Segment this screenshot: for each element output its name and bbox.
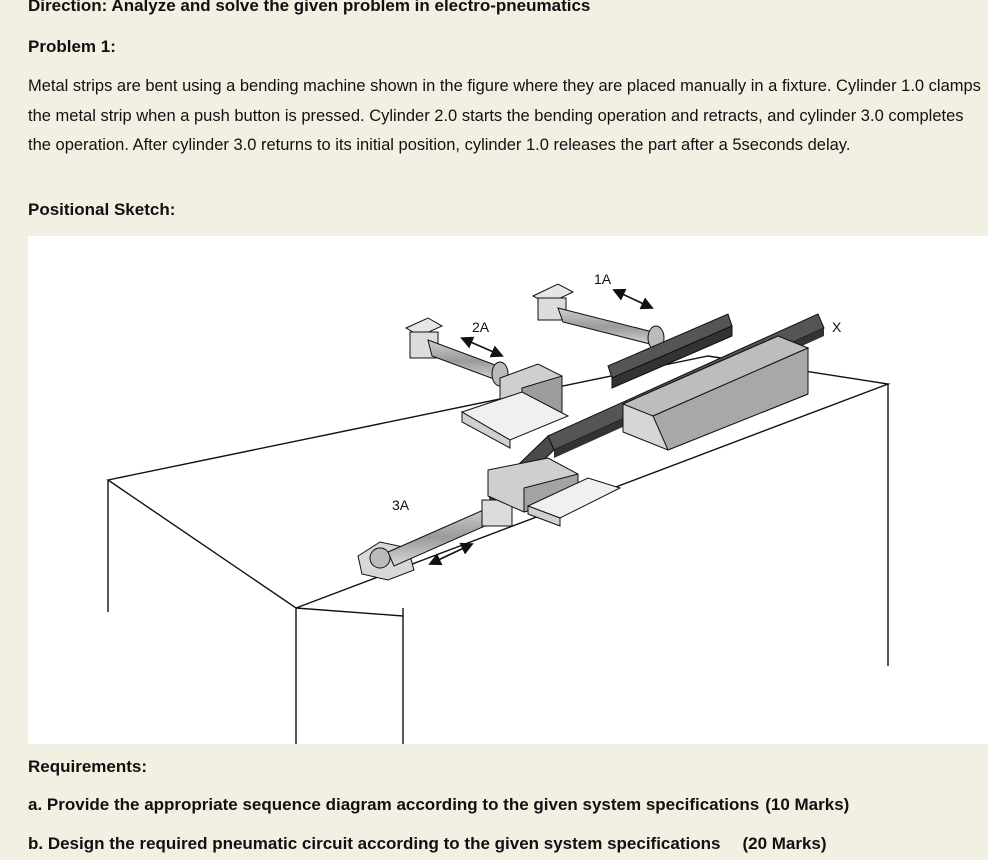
- label-x: X: [832, 319, 842, 335]
- bending-machine-drawing: [28, 236, 988, 744]
- positional-sketch-figure: [28, 236, 988, 744]
- label-1a: 1A: [594, 271, 612, 287]
- requirement-b-marks: (20 Marks): [742, 834, 827, 853]
- label-2a: 2A: [472, 319, 490, 335]
- requirement-b-text: b. Design the required pneumatic circuit according to the given system specifications: [28, 834, 721, 853]
- problem-title: Problem 1:: [28, 37, 116, 56]
- requirement-a-marks: (10 Marks): [765, 795, 850, 814]
- requirements-title: Requirements:: [28, 757, 148, 776]
- problem-statement: Metal strips are bent using a bending machine shown in the figure where they are placed manually in a fixture. Cylinder 1.0 clamps the metal strip when a push button is pressed. Cylinder 2.0 starts the bending operation and retracts, and cylinder 3.0 completes the operation. After cylinder 3.0 returns to its initial position, cylinder 1.0 releases the part after a 5seconds delay.: [28, 77, 981, 154]
- requirement-b: [28, 834, 827, 854]
- requirement-a-text: a. Provide the appropriate sequence diagram according to the given system specifications: [28, 795, 760, 814]
- direction-heading: Direction: Analyze and solve the given problem in electro-pneumatics: [28, 0, 591, 15]
- requirement-a: [28, 795, 849, 815]
- label-3a: 3A: [392, 497, 410, 513]
- positional-sketch-title: Positional Sketch:: [28, 200, 176, 219]
